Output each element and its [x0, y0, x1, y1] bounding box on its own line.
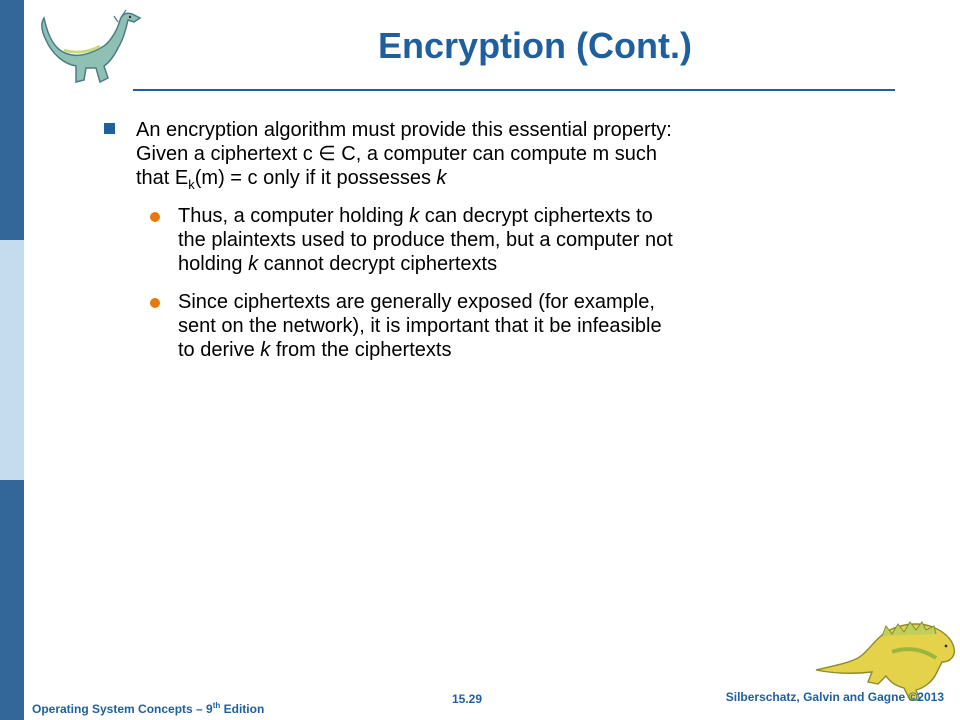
- footer-edition-text: Edition: [220, 702, 265, 716]
- title-divider: [133, 89, 895, 91]
- sidebar-segment-middle: [0, 240, 24, 480]
- round-bullet-icon: [150, 298, 160, 308]
- bullet3-line1: Since ciphertexts are generally exposed (for example,: [178, 291, 655, 313]
- footer-book-title-text: Operating System Concepts – 9: [32, 702, 213, 716]
- italic-k: k: [436, 167, 447, 189]
- sidebar-stripe: [0, 0, 24, 720]
- slide-title: Encryption (Cont.): [378, 25, 692, 66]
- footer-superscript: th: [212, 701, 221, 710]
- subscript-k: k: [188, 177, 195, 192]
- bullet1-line3: [136, 166, 804, 190]
- sidebar-segment-top: [0, 0, 24, 240]
- bullet3-line3: [178, 338, 804, 362]
- footer-copyright: Silberschatz, Galvin and Gagne ©2013: [725, 690, 944, 704]
- bullet1-line3-mid: (m) = c only if it possesses: [194, 167, 437, 189]
- bullet1-line3-prefix: that E: [136, 167, 189, 189]
- footer-book-title: [32, 701, 264, 716]
- bullet2-line1: [178, 204, 804, 228]
- sidebar-segment-bottom: [0, 480, 24, 720]
- bullet2-line1-a: Thus, a computer holding: [178, 205, 410, 227]
- bullet3-line3-a: to derive: [178, 339, 261, 361]
- round-bullet-icon: [150, 212, 160, 222]
- italic-k: k: [248, 253, 259, 275]
- bullet1-line2: Given a ciphertext c ∈ C, a computer can compute m such: [136, 143, 657, 165]
- bullet1-line1: An encryption algorithm must provide this essential property:: [136, 119, 672, 141]
- italic-k: k: [260, 339, 271, 361]
- dinosaur-icon: [34, 6, 150, 90]
- bullet3-line2: sent on the network), it is important that it be infeasible: [178, 315, 662, 337]
- dinosaur-icon: [812, 612, 958, 702]
- bullet-item-level2: [104, 204, 804, 276]
- italic-k: k: [409, 205, 420, 227]
- bullet3-line3-b: from the ciphertexts: [270, 339, 452, 361]
- bullet2-line3-a: holding: [178, 253, 249, 275]
- bullet2-line3-b: cannot decrypt ciphertexts: [258, 253, 498, 275]
- slide-body: [104, 118, 804, 362]
- bullet2-line2: the plaintexts used to produce them, but a computer not: [178, 229, 673, 251]
- bullet-item-level1: [104, 118, 804, 190]
- square-bullet-icon: [104, 123, 115, 134]
- page-number: 15.29: [452, 692, 483, 706]
- bullet-item-level2: [104, 290, 804, 362]
- bullet2-line1-b: can decrypt ciphertexts to: [419, 205, 653, 227]
- bullet2-line3: [178, 252, 804, 276]
